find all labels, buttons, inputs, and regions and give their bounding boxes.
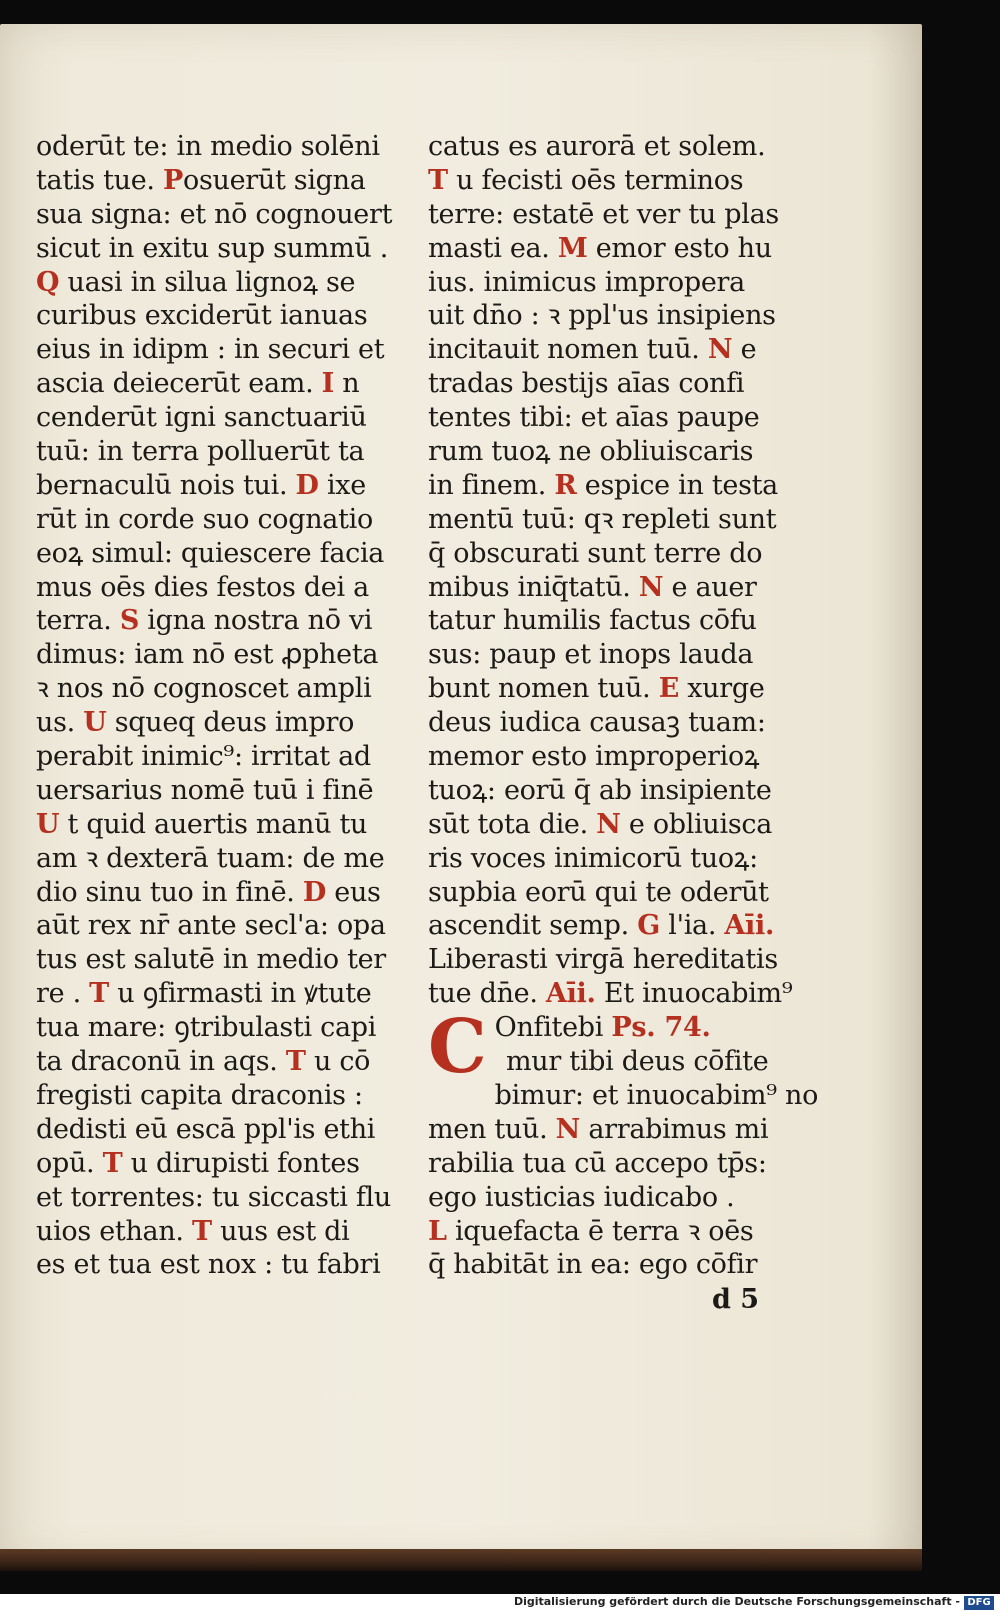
line-text: u ꝯfirmasti in ꝟtute — [108, 978, 372, 1010]
text-line — [428, 909, 820, 943]
line-text: opū. — [36, 1147, 103, 1179]
line-text: am ꝛ dexterā tuam: de me — [36, 842, 385, 874]
line-text: q̄ habitāt in ea: ego cōfir — [428, 1249, 758, 1281]
rubric-initial: U — [83, 707, 107, 739]
rubric-initial: N — [555, 1113, 581, 1145]
text-line — [36, 503, 428, 537]
line-text: ascendit semp. — [428, 910, 638, 942]
line-text: fregisti capita draconis : — [36, 1079, 363, 1111]
rubric-initial: T — [192, 1215, 212, 1247]
rubric-initial: Ps. 74. — [611, 1012, 711, 1044]
text-line — [428, 672, 820, 706]
line-text: Et inuocabim⁹ — [595, 978, 793, 1010]
text-line — [428, 571, 820, 605]
line-text: tatur humilis factus cōfu — [428, 605, 757, 637]
text-line — [36, 1215, 428, 1249]
text-line — [428, 1215, 820, 1249]
text-line — [36, 1113, 428, 1147]
line-text: masti ea. — [428, 232, 558, 264]
line-text: osuerūt signa — [182, 164, 366, 196]
line-text: bunt nomen tuū. — [428, 673, 659, 705]
text-line — [428, 130, 820, 164]
line-text: xurge — [678, 673, 765, 705]
line-text: es et tua est nox : tu fabri — [36, 1249, 381, 1281]
line-text: tus est salutē in medio ter — [36, 944, 386, 976]
line-text: mus oēs dies festos dei a — [36, 571, 369, 603]
line-text: supbia eorū qui te oderūt — [428, 876, 769, 908]
line-text: igna nostra nō vi — [139, 605, 373, 637]
text-line — [36, 1147, 428, 1181]
rubric-initial: Q — [36, 266, 60, 298]
line-text: tua mare: ꝯtribulasti capi — [36, 1012, 377, 1044]
text-line — [36, 774, 428, 808]
rubric-initial: N — [707, 334, 733, 366]
text-line — [428, 638, 820, 672]
line-text: u dirupisti fontes — [122, 1147, 360, 1179]
rubric-initial: L — [428, 1215, 447, 1247]
line-text: sua signa: et nō cognouert — [36, 198, 393, 230]
rubric-initial: D — [295, 469, 319, 501]
line-text: dimus: iam nō est ꝓpheta — [36, 639, 379, 671]
line-text: tuū: in terra polluerūt ta — [36, 436, 365, 468]
text-line — [36, 943, 428, 977]
rubric-initial: T — [102, 1147, 123, 1179]
line-text: u cō — [305, 1046, 371, 1078]
line-text: ascia deiecerūt eam. — [36, 368, 322, 400]
line-text: perabit inimic⁹: irritat ad — [36, 741, 371, 773]
line-text: e — [732, 334, 757, 366]
rubric-initial: R — [554, 469, 577, 501]
line-text: uios ethan. — [36, 1215, 192, 1247]
text-line — [428, 876, 820, 910]
line-text: rūt in corde suo cognatio — [36, 503, 373, 535]
line-text: squeq deus impro — [106, 707, 355, 739]
line-text: tuoꝝ: eorū q̄ ab insipiente — [428, 774, 772, 806]
line-text: uit dn̄o : ꝛ ppl'us insipiens — [428, 300, 776, 332]
text-line — [36, 333, 428, 367]
line-text: dedisti eū escā ppl'is ethi — [36, 1113, 376, 1145]
page-bottom-edge — [0, 1549, 922, 1571]
text-line — [36, 469, 428, 503]
text-line — [36, 706, 428, 740]
line-text: ta draconū in aqs. — [36, 1046, 286, 1078]
left-text-column — [36, 130, 428, 1282]
line-text: us. — [36, 707, 84, 739]
text-line — [428, 198, 820, 232]
text-line — [428, 537, 820, 571]
rubric-initial: P — [162, 164, 183, 196]
line-text: uasi in silua lignoꝝ se — [59, 266, 356, 298]
decorated-initial: C — [428, 1004, 487, 1091]
line-text: memor esto improperioꝝ — [428, 741, 760, 773]
footer-credit-text: Digitalisierung gefördert durch die Deutsche Forschungsgemeinschaft - — [513, 1595, 960, 1608]
line-text: Onfitebi — [494, 1012, 612, 1044]
text-line — [36, 1079, 428, 1113]
text-line — [428, 1147, 820, 1181]
line-text: deus iudica causaꝫ tuam: — [428, 707, 766, 739]
line-text: dio sinu tuo in finē. — [36, 876, 303, 908]
text-line — [428, 1079, 820, 1113]
rubric-initial: T — [89, 978, 109, 1010]
text-line — [36, 909, 428, 943]
line-text: eoꝝ simul: quiescere facia — [36, 537, 385, 569]
line-text: l'ia. — [659, 910, 725, 942]
text-line — [428, 469, 820, 503]
line-text: iquefacta ē terra ꝛ oēs — [446, 1215, 754, 1247]
text-line — [428, 232, 820, 266]
text-line — [36, 977, 428, 1011]
rubric-initial: Aīi. — [545, 978, 596, 1010]
line-text: rabilia tua cū accepo tp̄s: — [428, 1147, 767, 1179]
line-text: espice in testa — [576, 469, 778, 501]
line-text: tentes tibi: et aīas paupe — [428, 402, 760, 434]
line-text: uersarius nomē tuū i finē — [36, 774, 374, 806]
line-text: curibus exciderūt ianuas — [36, 300, 368, 332]
text-line — [36, 435, 428, 469]
text-line — [428, 333, 820, 367]
text-line — [428, 367, 820, 401]
line-text: uus est di — [211, 1215, 350, 1247]
line-text: e auer — [663, 571, 757, 603]
line-text: incitauit nomen tuū. — [428, 334, 708, 366]
text-line — [36, 808, 428, 842]
line-text: et torrentes: tu siccasti flu — [36, 1181, 391, 1213]
line-text: ius. inimicus impropera — [428, 266, 745, 298]
text-line — [428, 604, 820, 638]
text-line — [428, 299, 820, 333]
line-text: mur tibi deus cōfite — [506, 1046, 769, 1078]
line-text: emor esto hu — [587, 232, 772, 264]
line-text: u fecisti oēs terminos — [447, 164, 744, 196]
text-line — [36, 266, 428, 300]
text-line — [428, 503, 820, 537]
line-text: Liberasti virgā hereditatis — [428, 944, 778, 976]
line-text: mentū tuū: qꝛ repleti sunt — [428, 503, 777, 535]
line-text: sicut in exitu sup summū . — [36, 232, 389, 264]
line-text: men tuū. — [428, 1113, 556, 1145]
text-line — [428, 774, 820, 808]
right-text-column — [428, 130, 820, 1282]
text-line — [36, 740, 428, 774]
text-line — [428, 435, 820, 469]
line-text: catus es aurorā et solem. — [428, 131, 766, 162]
text-line — [428, 842, 820, 876]
rubric-initial: U — [36, 808, 60, 840]
line-text: terra. — [36, 605, 120, 637]
dfg-logo: DFG — [964, 1596, 994, 1610]
footer-bar — [0, 1594, 1000, 1613]
rubric-initial: G — [637, 910, 660, 942]
line-text: eus — [325, 876, 381, 908]
line-text: sūt tota die. — [428, 808, 597, 840]
line-text: cenderūt igni sanctuariū — [36, 402, 367, 434]
text-line — [36, 1045, 428, 1079]
line-text: terre: estatē et ver tu plas — [428, 198, 779, 230]
rubric-initial: T — [428, 164, 448, 196]
line-text: q̄ obscurati sunt terre do — [428, 537, 763, 569]
text-line — [428, 266, 820, 300]
text-line — [428, 164, 820, 198]
line-text: bimur: et inuocabim⁹ no — [494, 1079, 819, 1111]
rubric-initial: E — [658, 673, 679, 705]
line-text: aūt rex nr̄ ante secl'a: opa — [36, 910, 386, 942]
text-line — [36, 842, 428, 876]
line-text: mibus iniq̄tatū. — [428, 571, 639, 603]
rubric-initial: M — [557, 232, 588, 264]
line-text: bernaculū nois tui. — [36, 469, 296, 501]
text-line — [36, 299, 428, 333]
text-line — [428, 943, 820, 977]
text-line — [36, 232, 428, 266]
text-line — [36, 876, 428, 910]
rubric-initial: N — [596, 808, 621, 840]
text-line — [428, 1045, 820, 1079]
text-line — [428, 706, 820, 740]
text-line — [428, 808, 820, 842]
text-line — [36, 198, 428, 232]
line-text: t quid auertis manū tu — [59, 808, 368, 840]
line-text: ixe — [318, 469, 366, 501]
text-line — [428, 1181, 820, 1215]
text-line — [428, 1248, 820, 1282]
text-line — [36, 1011, 428, 1045]
line-text: arrabimus mi — [580, 1113, 769, 1145]
line-text: eius in idipm : in securi et — [36, 334, 385, 366]
rubric-initial: Aīi. — [724, 910, 775, 942]
line-text: ego iusticias iudicabo . — [428, 1181, 735, 1213]
text-line — [36, 1181, 428, 1215]
line-text: tatis tue. — [36, 164, 163, 196]
text-line — [36, 130, 428, 164]
rubric-initial: N — [638, 571, 664, 603]
line-text: ris voces inimicorū tuoꝝ: — [428, 842, 758, 874]
text-line — [36, 571, 428, 605]
line-text: in finem. — [428, 469, 555, 501]
line-text: rum tuoꝝ ne obliuiscaris — [428, 436, 754, 468]
text-line — [428, 401, 820, 435]
text-line — [428, 1113, 820, 1147]
line-text: re . — [36, 978, 90, 1010]
line-text: n — [333, 368, 360, 400]
line-text: sus: paup et inops lauda — [428, 639, 754, 671]
rubric-initial: D — [302, 876, 326, 908]
rubric-initial: T — [285, 1046, 306, 1078]
line-text: tue dn̄e. — [428, 978, 546, 1010]
text-line — [36, 672, 428, 706]
rubric-initial: S — [119, 605, 140, 637]
line-text: ꝛ nos nō cognoscet ampli — [36, 673, 372, 705]
line-text: oderūt te: in medio solēni — [36, 131, 380, 162]
text-line — [428, 977, 820, 1011]
line-text: e obliuisca — [620, 808, 773, 840]
text-line — [36, 638, 428, 672]
signature-mark: d 5 — [712, 1284, 760, 1315]
text-line — [36, 604, 428, 638]
text-line — [36, 401, 428, 435]
text-line — [36, 367, 428, 401]
text-line — [36, 164, 428, 198]
text-line — [36, 537, 428, 571]
line-text: tradas bestijs aīas confi — [428, 368, 745, 400]
text-line — [36, 1248, 428, 1282]
text-line — [428, 740, 820, 774]
rubric-initial: I — [321, 368, 334, 400]
